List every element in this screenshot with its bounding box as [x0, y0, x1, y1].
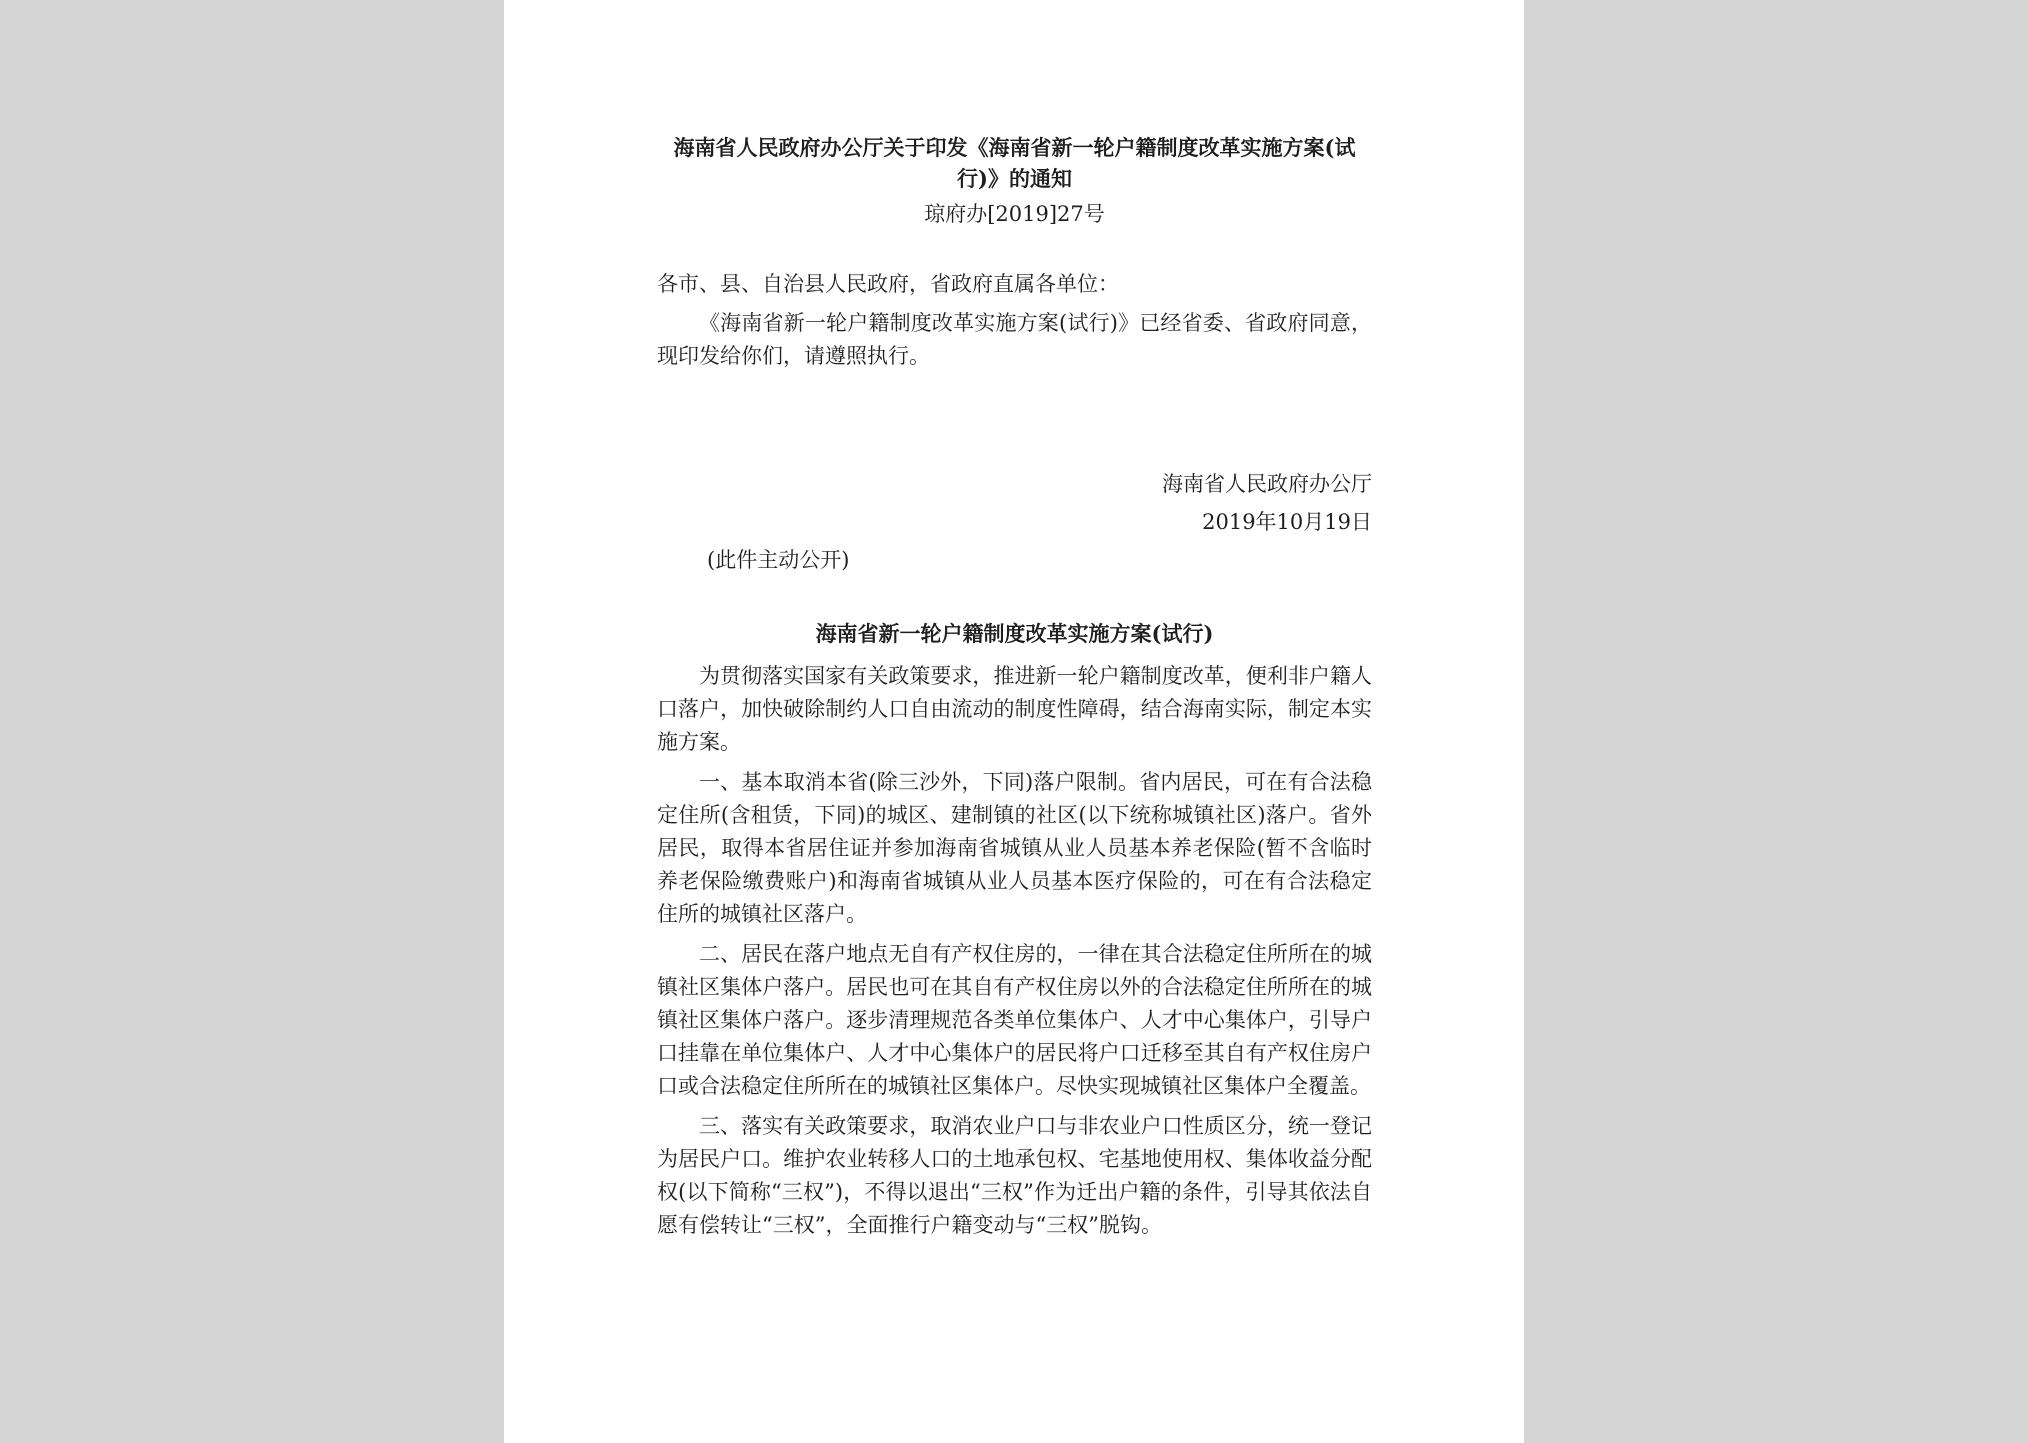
issuing-office: 海南省人民政府办公厅 — [1162, 472, 1372, 496]
plan-paragraph-2: 二、居民在落户地点无自有产权住房的，一律在其合法稳定住所所在的城镇社区集体户落户。居民也可在其自有产权住房以外的合法稳定住所所在的城镇社区集体户落户。逐步清理规范各类单位集体户、人才中心集体户，引导户口挂靠在单位集体户、人才中心集体户的居民将户口迁移至其自有产权住房户口或合法稳定住所所在的城镇社区集体户。尽快实现城镇社区集体户全覆盖。 — [657, 942, 1372, 1098]
issue-date: 2019年10月19日 — [1202, 510, 1372, 534]
intro-paragraph: 《海南省新一轮户籍制度改革实施方案(试行)》已经省委、省政府同意，现印发给你们，请遵照执行。 — [657, 311, 1372, 368]
disclosure-note: (此件主动公开) — [707, 548, 850, 572]
page-content — [657, 132, 1372, 1249]
document-number: 琼府办[2019]27号 — [924, 202, 1105, 226]
salutation: 各市、县、自治县人民政府，省政府直属各单位： — [657, 272, 1119, 296]
plan-paragraph-1: 一、基本取消本省(除三沙外，下同)落户限制。省内居民，可在有合法稳定住所(含租赁，下同)的城区、建制镇的社区(以下统称城镇社区)落户。省外居民，取得本省居住证并参加海南省城镇从业人员基本养老保险(暂不含临时养老保险缴费账户)和海南省城镇从业人员基本医疗保险的，可在有合法稳定住所的城镇社区落户。 — [657, 770, 1372, 926]
plan-title: 海南省新一轮户籍制度改革实施方案(试行) — [815, 621, 1214, 646]
notice-title: 海南省人民政府办公厅关于印发《海南省新一轮户籍制度改革实施方案(试行)》的通知 — [673, 135, 1356, 191]
plan-paragraph-preamble: 为贯彻落实国家有关政策要求，推进新一轮户籍制度改革，便利非户籍人口落户，加快破除制约人口自由流动的制度性障碍，结合海南实际，制定本实施方案。 — [657, 664, 1372, 754]
plan-paragraph-3: 三、落实有关政策要求，取消农业户口与非农业户口性质区分，统一登记为居民户口。维护农业转移人口的土地承包权、宅基地使用权、集体收益分配权(以下简称“三权”)，不得以退出“三权”作为迁出户籍的条件，引导其依法自愿有偿转让“三权”，全面推行户籍变动与“三权”脱钩。 — [657, 1114, 1372, 1237]
document-page — [504, 0, 1524, 1443]
